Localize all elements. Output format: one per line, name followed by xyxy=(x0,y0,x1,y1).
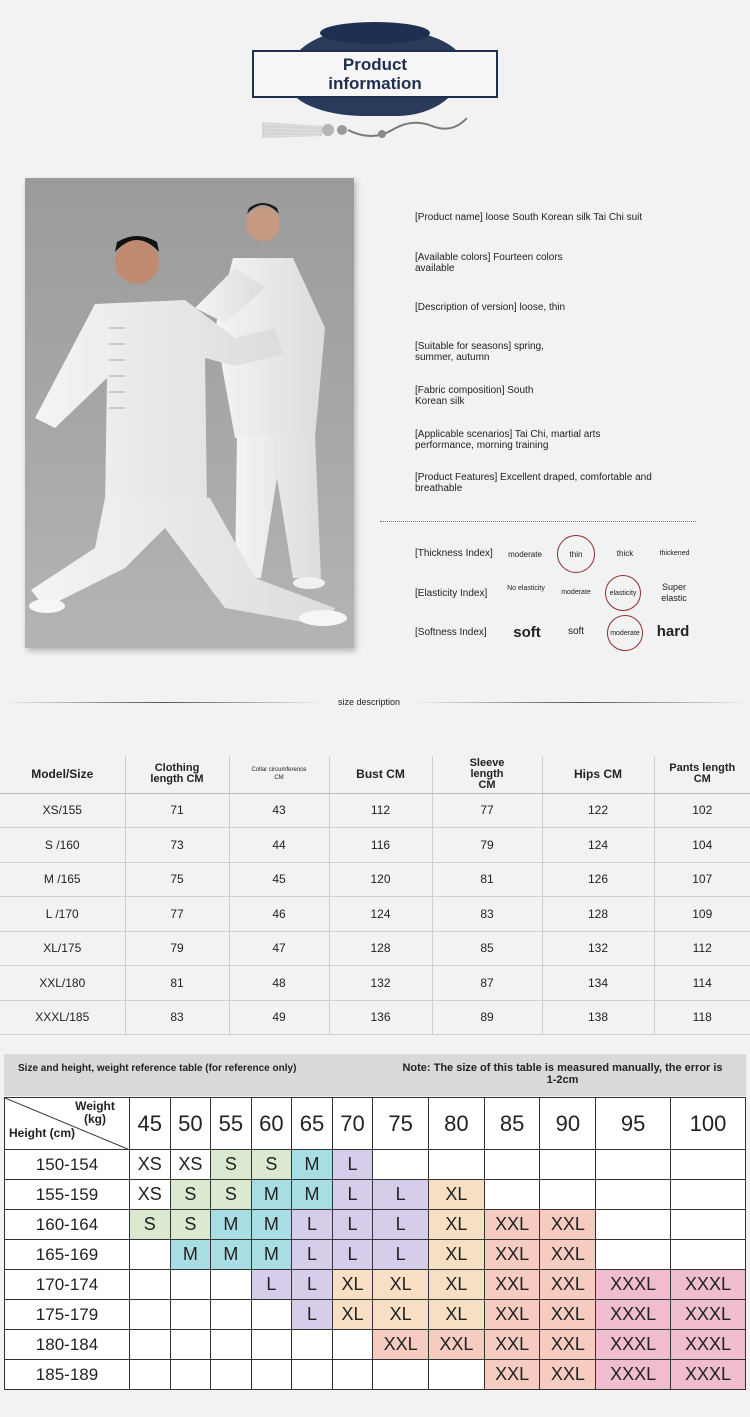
size-table-cell: 71 xyxy=(125,793,229,828)
size-cell xyxy=(373,1360,429,1390)
size-table-cell: 120 xyxy=(329,862,432,897)
size-table-cell: 134 xyxy=(542,966,654,1001)
size-cell xyxy=(211,1300,252,1330)
size-cell: XXL xyxy=(540,1240,596,1270)
size-cell: XXXL xyxy=(596,1300,671,1330)
size-cell xyxy=(130,1360,171,1390)
size-cell: XXL xyxy=(373,1330,429,1360)
size-cell: M xyxy=(292,1150,333,1180)
size-table-cell: 124 xyxy=(542,828,654,863)
height-range-cell: 170-174 xyxy=(5,1270,130,1300)
size-table-cell: 44 xyxy=(229,828,329,863)
weight-header-cell: 50 xyxy=(170,1098,211,1150)
info-scenarios: [Applicable scenarios] Tai Chi, martial arts performance, morning training xyxy=(415,429,601,451)
size-cell: XL xyxy=(429,1300,485,1330)
size-cell: L xyxy=(332,1240,373,1270)
weight-header-cell: 75 xyxy=(373,1098,429,1150)
size-cell: L xyxy=(332,1210,373,1240)
size-cell: L xyxy=(251,1270,292,1300)
thickness-index-label: [Thickness Index] xyxy=(415,548,493,559)
size-cell xyxy=(596,1180,671,1210)
size-cell: XXL xyxy=(540,1270,596,1300)
size-cell xyxy=(251,1360,292,1390)
weight-axis-label: Weight (kg) xyxy=(75,1099,115,1126)
size-table-cell: 126 xyxy=(542,862,654,897)
height-range-cell: 180-184 xyxy=(5,1330,130,1360)
weight-header-cell: 90 xyxy=(540,1098,596,1150)
size-cell: XL xyxy=(429,1180,485,1210)
size-table-cell: 85 xyxy=(432,931,542,966)
info-seasons: [Suitable for seasons] spring, summer, autumn xyxy=(415,341,544,363)
banner-box xyxy=(252,50,498,98)
size-cell xyxy=(484,1150,540,1180)
size-cell xyxy=(130,1300,171,1330)
size-table-cell: 128 xyxy=(542,897,654,932)
size-table-cell: 132 xyxy=(542,931,654,966)
size-cell: S xyxy=(211,1150,252,1180)
size-table-header: Hips CM xyxy=(542,756,654,793)
elasticity-index-label: [Elasticity Index] xyxy=(415,588,488,599)
size-table-cell: XXXL/185 xyxy=(0,1000,125,1035)
size-cell: L xyxy=(373,1240,429,1270)
size-cell: S xyxy=(170,1210,211,1240)
softness-option: soft xyxy=(513,624,541,641)
size-cell xyxy=(671,1150,746,1180)
page-title: Product information xyxy=(328,55,422,93)
elasticity-selected-circle xyxy=(605,575,641,611)
size-table-cell: 138 xyxy=(542,1000,654,1035)
info-fabric: [Fabric composition] South Korean silk xyxy=(415,385,534,407)
size-table-cell: 77 xyxy=(125,897,229,932)
size-cell: L xyxy=(292,1270,333,1300)
info-version: [Description of version] loose, thin xyxy=(415,302,566,313)
size-table-cell: 48 xyxy=(229,966,329,1001)
size-cell xyxy=(170,1360,211,1390)
size-cell: XXL xyxy=(484,1360,540,1390)
size-cell xyxy=(292,1330,333,1360)
size-cell xyxy=(130,1240,171,1270)
tai-chi-figures-illustration xyxy=(25,178,354,648)
softness-option: moderate xyxy=(610,629,640,637)
size-table-cell: 128 xyxy=(329,931,432,966)
size-table-cell: 116 xyxy=(329,828,432,863)
elasticity-option: Super elastic xyxy=(661,582,687,603)
size-cell: XXL xyxy=(484,1270,540,1300)
weight-header-cell: 95 xyxy=(596,1098,671,1150)
reference-table xyxy=(4,1097,746,1390)
size-cell xyxy=(130,1330,171,1360)
size-cell: S xyxy=(170,1180,211,1210)
size-table-row xyxy=(0,931,750,966)
weight-header-cell: 70 xyxy=(332,1098,373,1150)
size-table-cell: 46 xyxy=(229,897,329,932)
size-table-header: Collar circumference CM xyxy=(229,756,329,793)
reference-row xyxy=(5,1270,746,1300)
size-cell: XS xyxy=(130,1180,171,1210)
softness-option: hard xyxy=(656,623,690,640)
size-table-cell: L /170 xyxy=(0,897,125,932)
size-cell xyxy=(484,1180,540,1210)
size-table-cell: M /165 xyxy=(0,862,125,897)
size-cell: M xyxy=(211,1210,252,1240)
size-cell xyxy=(671,1210,746,1240)
size-table-cell: XS/155 xyxy=(0,793,125,828)
size-cell: S xyxy=(211,1180,252,1210)
size-cell xyxy=(130,1270,171,1300)
size-table-cell: S /160 xyxy=(0,828,125,863)
size-cell xyxy=(292,1360,333,1390)
size-table-cell: 43 xyxy=(229,793,329,828)
size-cell: XXL xyxy=(484,1210,540,1240)
size-table-cell: 81 xyxy=(432,862,542,897)
size-cell xyxy=(211,1270,252,1300)
size-cell xyxy=(332,1360,373,1390)
size-cell: M xyxy=(170,1240,211,1270)
weight-header-cell: 55 xyxy=(211,1098,252,1150)
size-cell xyxy=(671,1180,746,1210)
size-cell: XS xyxy=(170,1150,211,1180)
size-table-cell: 132 xyxy=(329,966,432,1001)
size-cell xyxy=(170,1270,211,1300)
weight-header-cell: 45 xyxy=(130,1098,171,1150)
size-cell: XL xyxy=(332,1270,373,1300)
reference-row xyxy=(5,1360,746,1390)
size-cell: L xyxy=(292,1300,333,1330)
size-table-cell: 136 xyxy=(329,1000,432,1035)
softness-index-label: [Softness Index] xyxy=(415,627,487,638)
size-cell: XXL xyxy=(484,1240,540,1270)
size-table-cell: 75 xyxy=(125,862,229,897)
size-cell xyxy=(170,1330,211,1360)
info-product-name: [Product name] loose South Korean silk Tai Chi suit xyxy=(415,212,643,223)
thickness-option: thickened xyxy=(659,550,690,557)
size-cell: L xyxy=(332,1180,373,1210)
size-cell: XXXL xyxy=(596,1360,671,1390)
height-range-cell: 185-189 xyxy=(5,1360,130,1390)
size-table-row xyxy=(0,897,750,932)
size-table xyxy=(0,756,750,1035)
elasticity-option: No elasticity xyxy=(507,585,545,592)
size-cell: XXXL xyxy=(671,1360,746,1390)
size-cell: L xyxy=(373,1210,429,1240)
height-range-cell: 165-169 xyxy=(5,1240,130,1270)
size-cell: XXXL xyxy=(671,1330,746,1360)
size-table-cell: 118 xyxy=(654,1000,750,1035)
size-cell: XL xyxy=(373,1270,429,1300)
reference-weight-row xyxy=(5,1098,746,1150)
size-description-line-right xyxy=(413,702,750,703)
size-table-cell: 79 xyxy=(432,828,542,863)
info-available-colors: [Available colors] Fourteen colors available xyxy=(415,252,563,274)
size-cell xyxy=(429,1360,485,1390)
reference-corner-cell xyxy=(5,1098,130,1150)
size-cell: XL xyxy=(429,1240,485,1270)
elasticity-option: elasticity xyxy=(609,589,637,597)
size-cell: XXL xyxy=(484,1330,540,1360)
size-cell: L xyxy=(292,1210,333,1240)
size-cell xyxy=(596,1150,671,1180)
weight-header-cell: 60 xyxy=(251,1098,292,1150)
size-table-cell: 104 xyxy=(654,828,750,863)
size-table-header: Pants length CM xyxy=(654,756,750,793)
size-cell: XXL xyxy=(540,1210,596,1240)
reference-row xyxy=(5,1300,746,1330)
size-table-header: Bust CM xyxy=(329,756,432,793)
size-cell: S xyxy=(130,1210,171,1240)
reference-row xyxy=(5,1150,746,1180)
height-range-cell: 155-159 xyxy=(5,1180,130,1210)
size-table-cell: 81 xyxy=(125,966,229,1001)
size-cell: L xyxy=(332,1150,373,1180)
size-table-header: Sleeve length CM xyxy=(432,756,542,793)
size-cell xyxy=(540,1180,596,1210)
thickness-option: thin xyxy=(569,549,583,559)
size-cell xyxy=(429,1150,485,1180)
size-cell: XXL xyxy=(540,1300,596,1330)
size-table-cell: 47 xyxy=(229,931,329,966)
size-cell xyxy=(251,1300,292,1330)
size-table-header-row xyxy=(0,756,750,793)
size-table-cell: 73 xyxy=(125,828,229,863)
size-table-cell: 79 xyxy=(125,931,229,966)
size-table-row xyxy=(0,862,750,897)
weight-header-cell: 85 xyxy=(484,1098,540,1150)
info-features: [Product Features] Excellent draped, comfortable and breathable xyxy=(415,472,652,494)
size-table-cell: 107 xyxy=(654,862,750,897)
size-table-cell: XXL/180 xyxy=(0,966,125,1001)
size-cell xyxy=(211,1330,252,1360)
size-cell: M xyxy=(251,1210,292,1240)
size-cell: XL xyxy=(373,1300,429,1330)
size-cell xyxy=(671,1240,746,1270)
size-table-cell: 87 xyxy=(432,966,542,1001)
size-cell: XL xyxy=(332,1300,373,1330)
size-table-cell: 122 xyxy=(542,793,654,828)
size-cell: XXL xyxy=(429,1330,485,1360)
size-cell: XXL xyxy=(540,1330,596,1360)
reference-row xyxy=(5,1210,746,1240)
size-cell: XL xyxy=(429,1270,485,1300)
thickness-selected-circle xyxy=(557,535,595,573)
size-table-cell: XL/175 xyxy=(0,931,125,966)
reference-row xyxy=(5,1240,746,1270)
size-table-cell: 109 xyxy=(654,897,750,932)
size-cell: XXXL xyxy=(671,1270,746,1300)
size-table-cell: 45 xyxy=(229,862,329,897)
height-range-cell: 150-154 xyxy=(5,1150,130,1180)
size-cell: XXL xyxy=(540,1360,596,1390)
size-table-row xyxy=(0,793,750,828)
size-table-cell: 49 xyxy=(229,1000,329,1035)
height-range-cell: 160-164 xyxy=(5,1210,130,1240)
size-cell xyxy=(170,1300,211,1330)
size-table-cell: 89 xyxy=(432,1000,542,1035)
thickness-option: thick xyxy=(616,549,634,558)
weight-header-cell: 100 xyxy=(671,1098,746,1150)
size-cell: M xyxy=(251,1240,292,1270)
reference-row xyxy=(5,1180,746,1210)
size-cell xyxy=(251,1330,292,1360)
thickness-option: moderate xyxy=(508,550,542,559)
size-cell: XL xyxy=(429,1210,485,1240)
size-table-cell: 77 xyxy=(432,793,542,828)
size-cell: M xyxy=(292,1180,333,1210)
size-table-cell: 124 xyxy=(329,897,432,932)
size-cell xyxy=(596,1210,671,1240)
size-table-cell: 83 xyxy=(432,897,542,932)
size-table-header: Model/Size xyxy=(0,756,125,793)
size-table-cell: 102 xyxy=(654,793,750,828)
tassel-ornament xyxy=(262,108,472,148)
divider xyxy=(380,521,696,522)
size-cell: M xyxy=(251,1180,292,1210)
size-cell xyxy=(540,1150,596,1180)
size-cell xyxy=(596,1240,671,1270)
size-cell: XXXL xyxy=(671,1300,746,1330)
elasticity-option: moderate xyxy=(561,589,591,596)
size-cell xyxy=(332,1330,373,1360)
size-table-cell: 112 xyxy=(654,931,750,966)
product-photo xyxy=(25,178,354,648)
weight-header-cell: 65 xyxy=(292,1098,333,1150)
softness-selected-circle xyxy=(607,615,643,651)
size-cell xyxy=(211,1360,252,1390)
size-cell: L xyxy=(292,1240,333,1270)
size-cell: XXXL xyxy=(596,1330,671,1360)
size-table-row xyxy=(0,828,750,863)
size-cell xyxy=(373,1150,429,1180)
softness-option: soft xyxy=(567,626,585,637)
reference-note: Note: The size of this table is measured manually, the error is 1-2cm xyxy=(402,1062,723,1086)
size-cell: XXL xyxy=(484,1300,540,1330)
height-range-cell: 175-179 xyxy=(5,1300,130,1330)
size-table-header: Clothing length CM xyxy=(125,756,229,793)
size-table-cell: 114 xyxy=(654,966,750,1001)
size-description-line-left xyxy=(0,702,325,703)
size-table-row xyxy=(0,966,750,1001)
size-cell: L xyxy=(373,1180,429,1210)
size-description-title: size description xyxy=(337,697,401,707)
weight-header-cell: 80 xyxy=(429,1098,485,1150)
size-cell: XS xyxy=(130,1150,171,1180)
size-cell: XXXL xyxy=(596,1270,671,1300)
size-cell: S xyxy=(251,1150,292,1180)
size-table-cell: 112 xyxy=(329,793,432,828)
reference-title: Size and height, weight reference table (for reference only) xyxy=(18,1063,297,1074)
size-table-row xyxy=(0,1000,750,1035)
size-table-cell: 83 xyxy=(125,1000,229,1035)
size-cell: M xyxy=(211,1240,252,1270)
height-axis-label: Height (cm) xyxy=(9,1126,75,1140)
reference-row xyxy=(5,1330,746,1360)
